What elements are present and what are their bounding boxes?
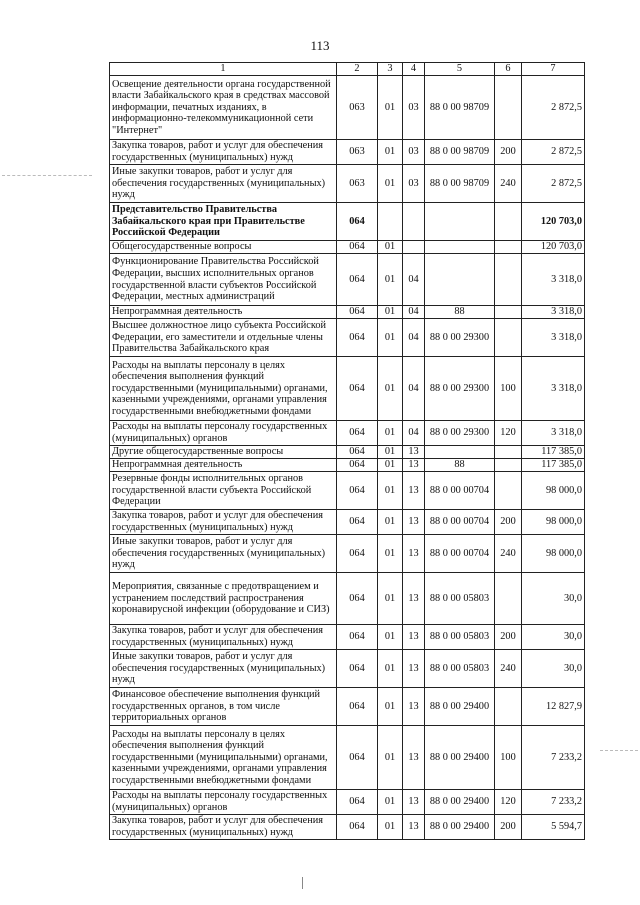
row-target-article-cell: 88 0 00 29400 — [425, 726, 495, 790]
row-amount-cell: 2 872,5 — [522, 165, 585, 203]
row-ministry-code-cell: 064 — [337, 510, 378, 535]
row-section-cell: 01 — [378, 459, 403, 472]
row-subsection-cell: 13 — [403, 472, 425, 510]
row-section-cell: 01 — [378, 140, 403, 165]
row-name-cell: Закупка товаров, работ и услуг для обеспечения государственных (муниципальных) нужд — [110, 815, 337, 840]
header-col-7: 7 — [522, 63, 585, 76]
row-amount-cell: 98 000,0 — [522, 535, 585, 573]
row-subsection-cell: 13 — [403, 726, 425, 790]
table-row — [110, 421, 585, 446]
row-section-cell: 01 — [378, 472, 403, 510]
row-subsection-cell: 04 — [403, 357, 425, 421]
row-ministry-code-cell: 064 — [337, 625, 378, 650]
row-name-cell: Представительство Правительства Забайкальского края при Правительстве Российской Федерации — [110, 203, 337, 241]
budget-table — [109, 62, 585, 840]
table-row — [110, 815, 585, 840]
row-subsection-cell: 03 — [403, 140, 425, 165]
table-row — [110, 76, 585, 140]
row-ministry-code-cell: 064 — [337, 790, 378, 815]
row-amount-cell: 120 703,0 — [522, 203, 585, 241]
table-row — [110, 726, 585, 790]
row-amount-cell: 30,0 — [522, 573, 585, 625]
row-target-article-cell: 88 0 00 98709 — [425, 140, 495, 165]
row-expense-type-cell: 200 — [495, 815, 522, 840]
row-ministry-code-cell: 064 — [337, 688, 378, 726]
row-target-article-cell: 88 0 00 98709 — [425, 76, 495, 140]
page-number: 113 — [310, 38, 330, 53]
row-target-article-cell: 88 0 00 29300 — [425, 421, 495, 446]
row-name-cell: Иные закупки товаров, работ и услуг для обеспечения государственных (муниципальных) нужд — [110, 165, 337, 203]
row-target-article-cell — [425, 203, 495, 241]
row-target-article-cell: 88 0 00 29300 — [425, 357, 495, 421]
row-amount-cell: 120 703,0 — [522, 241, 585, 254]
row-name-cell: Расходы на выплаты персоналу государственных (муниципальных) органов — [110, 421, 337, 446]
row-expense-type-cell — [495, 446, 522, 459]
row-target-article-cell: 88 0 00 00704 — [425, 510, 495, 535]
row-name-cell: Функционирование Правительства Российской Федерации, высших исполнительных органов государственной власти субъектов Российской Федерации, местных администраций — [110, 254, 337, 306]
row-expense-type-cell — [495, 688, 522, 726]
row-name-cell: Общегосударственные вопросы — [110, 241, 337, 254]
row-section-cell — [378, 203, 403, 241]
row-ministry-code-cell: 064 — [337, 357, 378, 421]
row-target-article-cell: 88 0 00 29400 — [425, 790, 495, 815]
header-col-2: 2 — [337, 63, 378, 76]
row-amount-cell: 98 000,0 — [522, 472, 585, 510]
row-ministry-code-cell: 064 — [337, 319, 378, 357]
table-row — [110, 319, 585, 357]
row-section-cell: 01 — [378, 165, 403, 203]
row-name-cell: Высшее должностное лицо субъекта Российской Федерации, его заместители и отдельные члены Правительства Забайкальского края — [110, 319, 337, 357]
row-ministry-code-cell: 064 — [337, 815, 378, 840]
row-subsection-cell: 04 — [403, 306, 425, 319]
row-section-cell: 01 — [378, 790, 403, 815]
row-target-article-cell — [425, 446, 495, 459]
row-amount-cell: 117 385,0 — [522, 446, 585, 459]
row-subsection-cell: 13 — [403, 650, 425, 688]
table-header-row — [110, 63, 585, 76]
row-subsection-cell: 03 — [403, 76, 425, 140]
header-col-1: 1 — [110, 63, 337, 76]
row-name-cell: Непрограммная деятельность — [110, 459, 337, 472]
table-row — [110, 241, 585, 254]
row-name-cell: Закупка товаров, работ и услуг для обеспечения государственных (муниципальных) нужд — [110, 140, 337, 165]
row-section-cell: 01 — [378, 688, 403, 726]
row-name-cell: Расходы на выплаты персоналу в целях обеспечения выполнения функций государственными (муниципальными) органами, казенными учреждениями, органами управления государственными внебюджетными фондами — [110, 726, 337, 790]
row-subsection-cell: 13 — [403, 625, 425, 650]
row-amount-cell: 3 318,0 — [522, 254, 585, 306]
table-row — [110, 688, 585, 726]
row-name-cell: Иные закупки товаров, работ и услуг для обеспечения государственных (муниципальных) нужд — [110, 650, 337, 688]
header-col-4: 4 — [403, 63, 425, 76]
row-name-cell: Другие общегосударственные вопросы — [110, 446, 337, 459]
row-subsection-cell: 13 — [403, 573, 425, 625]
row-target-article-cell: 88 0 00 29400 — [425, 688, 495, 726]
row-name-cell: Непрограммная деятельность — [110, 306, 337, 319]
row-section-cell: 01 — [378, 535, 403, 573]
row-target-article-cell: 88 0 00 05803 — [425, 573, 495, 625]
table-row — [110, 357, 585, 421]
row-ministry-code-cell: 064 — [337, 203, 378, 241]
row-ministry-code-cell: 064 — [337, 241, 378, 254]
row-expense-type-cell: 120 — [495, 421, 522, 446]
row-ministry-code-cell: 064 — [337, 306, 378, 319]
header-col-3: 3 — [378, 63, 403, 76]
row-subsection-cell: 13 — [403, 535, 425, 573]
scan-artifact-tick — [302, 877, 303, 889]
row-target-article-cell — [425, 241, 495, 254]
row-amount-cell: 30,0 — [522, 625, 585, 650]
row-expense-type-cell — [495, 573, 522, 625]
scan-artifact-left — [2, 175, 92, 176]
table-row — [110, 650, 585, 688]
row-ministry-code-cell: 064 — [337, 459, 378, 472]
row-ministry-code-cell: 064 — [337, 421, 378, 446]
row-subsection-cell: 13 — [403, 510, 425, 535]
row-section-cell: 01 — [378, 510, 403, 535]
row-amount-cell: 3 318,0 — [522, 319, 585, 357]
row-subsection-cell: 13 — [403, 815, 425, 840]
row-amount-cell: 3 318,0 — [522, 357, 585, 421]
row-section-cell: 01 — [378, 625, 403, 650]
row-ministry-code-cell: 064 — [337, 650, 378, 688]
row-expense-type-cell — [495, 76, 522, 140]
row-subsection-cell — [403, 241, 425, 254]
row-ministry-code-cell: 064 — [337, 472, 378, 510]
row-target-article-cell: 88 0 00 29400 — [425, 815, 495, 840]
row-subsection-cell: 04 — [403, 319, 425, 357]
row-expense-type-cell: 200 — [495, 625, 522, 650]
row-amount-cell: 3 318,0 — [522, 306, 585, 319]
row-amount-cell: 12 827,9 — [522, 688, 585, 726]
row-amount-cell: 7 233,2 — [522, 726, 585, 790]
row-name-cell: Закупка товаров, работ и услуг для обеспечения государственных (муниципальных) нужд — [110, 510, 337, 535]
row-ministry-code-cell: 064 — [337, 446, 378, 459]
row-ministry-code-cell: 064 — [337, 254, 378, 306]
row-subsection-cell: 04 — [403, 421, 425, 446]
row-target-article-cell: 88 0 00 00704 — [425, 472, 495, 510]
row-expense-type-cell: 240 — [495, 535, 522, 573]
row-expense-type-cell: 200 — [495, 510, 522, 535]
table-row — [110, 446, 585, 459]
row-amount-cell: 2 872,5 — [522, 140, 585, 165]
table-row — [110, 472, 585, 510]
row-amount-cell: 5 594,7 — [522, 815, 585, 840]
row-section-cell: 01 — [378, 573, 403, 625]
row-subsection-cell: 13 — [403, 459, 425, 472]
row-expense-type-cell — [495, 203, 522, 241]
table-row — [110, 535, 585, 573]
row-subsection-cell — [403, 203, 425, 241]
row-section-cell: 01 — [378, 306, 403, 319]
row-expense-type-cell: 100 — [495, 726, 522, 790]
row-expense-type-cell — [495, 254, 522, 306]
row-target-article-cell: 88 — [425, 306, 495, 319]
row-amount-cell: 7 233,2 — [522, 790, 585, 815]
row-section-cell: 01 — [378, 357, 403, 421]
row-ministry-code-cell: 063 — [337, 165, 378, 203]
row-name-cell: Иные закупки товаров, работ и услуг для обеспечения государственных (муниципальных) нужд — [110, 535, 337, 573]
table-row — [110, 306, 585, 319]
row-section-cell: 01 — [378, 241, 403, 254]
row-expense-type-cell — [495, 459, 522, 472]
row-ministry-code-cell: 063 — [337, 140, 378, 165]
table-row — [110, 510, 585, 535]
row-section-cell: 01 — [378, 319, 403, 357]
row-target-article-cell: 88 0 00 29300 — [425, 319, 495, 357]
row-expense-type-cell: 100 — [495, 357, 522, 421]
row-subsection-cell: 13 — [403, 688, 425, 726]
row-expense-type-cell: 200 — [495, 140, 522, 165]
row-target-article-cell: 88 — [425, 459, 495, 472]
row-expense-type-cell: 240 — [495, 650, 522, 688]
row-amount-cell: 2 872,5 — [522, 76, 585, 140]
row-ministry-code-cell: 064 — [337, 535, 378, 573]
row-section-cell: 01 — [378, 726, 403, 790]
table-row — [110, 459, 585, 472]
row-amount-cell: 98 000,0 — [522, 510, 585, 535]
row-amount-cell: 3 318,0 — [522, 421, 585, 446]
row-name-cell: Мероприятия, связанные с предотвращением и устранением последствий распространения коронавирусной инфекции (оборудование и СИЗ) — [110, 573, 337, 625]
row-subsection-cell: 13 — [403, 790, 425, 815]
header-col-5: 5 — [425, 63, 495, 76]
row-target-article-cell: 88 0 00 00704 — [425, 535, 495, 573]
row-section-cell: 01 — [378, 446, 403, 459]
row-target-article-cell — [425, 254, 495, 306]
row-ministry-code-cell: 063 — [337, 76, 378, 140]
table-row — [110, 790, 585, 815]
row-expense-type-cell — [495, 241, 522, 254]
table-row — [110, 165, 585, 203]
row-subsection-cell: 04 — [403, 254, 425, 306]
row-section-cell: 01 — [378, 815, 403, 840]
row-section-cell: 01 — [378, 650, 403, 688]
row-target-article-cell: 88 0 00 98709 — [425, 165, 495, 203]
table-row — [110, 140, 585, 165]
row-target-article-cell: 88 0 00 05803 — [425, 625, 495, 650]
row-name-cell: Освещение деятельности органа государственной власти Забайкальского края в средствах массовой информации, печатных изданиях, в информационно-телекоммуникационной сети "Интернет" — [110, 76, 337, 140]
row-name-cell: Расходы на выплаты персоналу государственных (муниципальных) органов — [110, 790, 337, 815]
row-section-cell: 01 — [378, 76, 403, 140]
row-section-cell: 01 — [378, 254, 403, 306]
row-ministry-code-cell: 064 — [337, 573, 378, 625]
scan-artifact-right — [600, 750, 638, 751]
row-amount-cell: 30,0 — [522, 650, 585, 688]
row-expense-type-cell — [495, 472, 522, 510]
table-row — [110, 625, 585, 650]
row-name-cell: Резервные фонды исполнительных органов государственной власти субъекта Российской Федерации — [110, 472, 337, 510]
row-subsection-cell: 03 — [403, 165, 425, 203]
table-row — [110, 203, 585, 241]
row-section-cell: 01 — [378, 421, 403, 446]
row-expense-type-cell: 240 — [495, 165, 522, 203]
row-expense-type-cell — [495, 319, 522, 357]
row-name-cell: Закупка товаров, работ и услуг для обеспечения государственных (муниципальных) нужд — [110, 625, 337, 650]
row-expense-type-cell — [495, 306, 522, 319]
row-amount-cell: 117 385,0 — [522, 459, 585, 472]
row-name-cell: Расходы на выплаты персоналу в целях обеспечения выполнения функций государственными (муниципальными) органами, казенными учреждениями, органами управления государственными внебюджетными фондами — [110, 357, 337, 421]
table-row — [110, 573, 585, 625]
header-col-6: 6 — [495, 63, 522, 76]
row-target-article-cell: 88 0 00 05803 — [425, 650, 495, 688]
row-subsection-cell: 13 — [403, 446, 425, 459]
table-row — [110, 254, 585, 306]
row-expense-type-cell: 120 — [495, 790, 522, 815]
row-ministry-code-cell: 064 — [337, 726, 378, 790]
row-name-cell: Финансовое обеспечение выполнения функций государственных органов, в том числе территориальных органов — [110, 688, 337, 726]
